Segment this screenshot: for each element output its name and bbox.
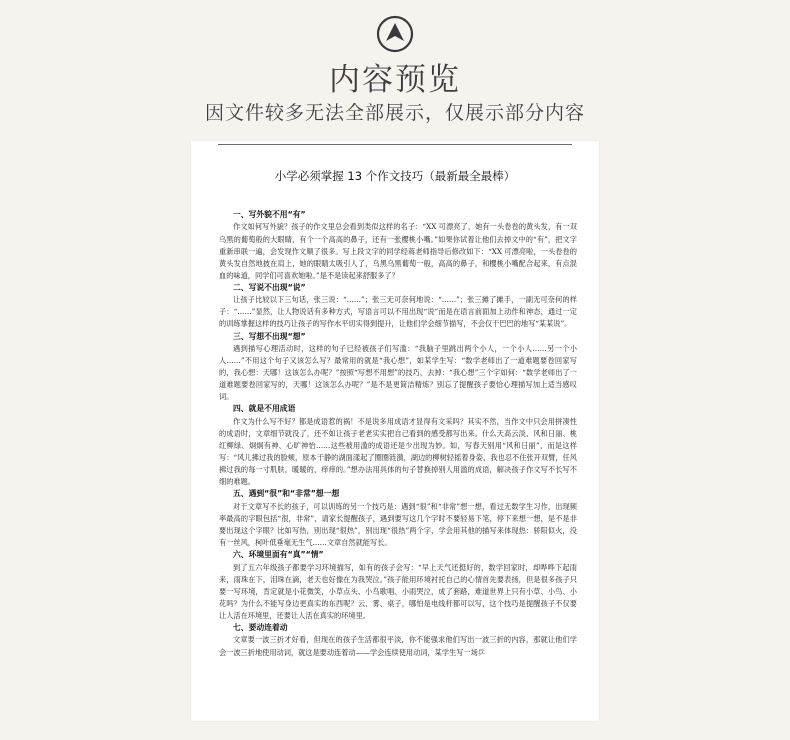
document-preview: [191, 141, 599, 721]
section-text: 让孩子比较以下三句话，张三说：“……”；张三无可奈何地说：“……”；张三摊了摊手，一副无可奈何的样子：“……”显然，让人物说话有多种方式，写语言可以不用出现“说”而是在语言前面加上动作和神态，通过一定的训练掌握这样的技巧让孩子的写作水平切实得到提升，让他们学会细节描写，不会仅干巴巴的地写“某某说”。: [219, 295, 577, 329]
section-heading: 七、要动连着动: [233, 623, 288, 633]
page-subtitle: 因文件较多无法全部展示，仅展示部分内容: [204, 102, 585, 124]
section-heading: 二、写说不出现“说”: [233, 282, 306, 292]
document-body: [219, 209, 577, 659]
section-text: 作文为什么写不好？都是成语惹的祸！不是说多用成语才显得有文采吗？其实不然，当作文中只会用拼凑性的成语时，文章细节就没了，还不如让孩子老老实实把自己看到的感受都写出来。什么天高云淡、风和日丽、桃红柳绿、炯炯有神、心旷神怡……这些被用滥的成语还是少出现为妙。如，写春天别用“风和日丽”，而是这样写：“风儿拂过我的脸颊，原本干静的湖面漾起了圈圈涟漪，湖边的柳树轻摇着身姿，我也忍不住张开双臂，任风拂过我的每一寸肌肤，暖暖的，痒痒的。”想办法用具体的句子替换掉别人用滥的成语，解决孩子作文写不长写不细的难题。: [219, 416, 577, 487]
circle-arrow-up-icon: [375, 14, 415, 54]
section-heading: 六、环境里面有“真”“情”: [233, 550, 324, 560]
section-text: 文章要一波三折才好看，但现在的孩子生活都很平淡，你不能强求他们写出一波三折的内容，那就让他们学会一波三折地使用动词，就这是要动连着动——学会连续使用动词，某学生写一场乒: [219, 635, 577, 657]
section-heading: 四、就是不用成语: [233, 404, 296, 414]
section-heading: 三、写想不出现“想”: [233, 331, 306, 341]
section-text: 到了五六年级孩子都要学习环境描写，如有的孩子会写：“早上天气还挺好的，数学回家时，却哗哗下起雨来，雨珠在下，泪珠在滴，老天也好像在为我哭泣。”孩子能用环境衬托自己的心情首先要表扬，但是很多孩子只要一写环境，肯定就是小花微笑，小草点头、小鸟歌唱、小雨哭泣，成了套路，难道世界上只有小草、小鸟、小花吗？为什么不能写身边更真实的东西呢？云、雾、桌子，哪怕是电线杆都可以写，这个技巧是提醒孩子不仅要让人活在环境里，还要让人活在真实的环境里。: [219, 562, 577, 620]
section-text: 遇到描写心理活动时，这样的句子已经被孩子们写滥：“我脑子里跳出两个小人，一个小人……另一个小人……”不用这个句子又该怎么写？最常用的就是“我心想”，如某学生写：“数学老师出了一道难题要卷回家写的，我心想：天哪！这该怎么办呢？”按照“写想不用想”的技巧，去掉：“我心想”三个字如何：“数学老师出了一道难题要卷回家写的，天哪！这该怎么办呢？”是不是更简洁精炼？别忘了提醒孩子要恰心理描写加上适当感叹词。: [219, 343, 577, 402]
divider-line: [218, 144, 572, 145]
document-title: 小学必须掌握 13 个作文技巧（最新最全最棒）: [274, 169, 516, 183]
section-text: 对于文章写不长的孩子，可以训练的另一个技巧是：遇到“很”和“非常”想一想，看过无数学生习作，出现频率最高的字眼包括“很，非常”，请家长提醒孩子，遇到要写这几个字时不要轻易下笔，停下来想一想，是不是非要出现这个字眼？比如写热，别出现“很热”，别出现“很热”两个字，学会用其他的描写来体现热：骄阳似火，没有一丝风，柯叶低垂毫无生气……文章自然就能写长。: [219, 501, 577, 548]
section-heading: 五、遇到“很”和“非常”想一想: [233, 489, 340, 499]
page-title: 内容预览: [329, 62, 461, 98]
logo: [375, 14, 415, 54]
section-text: 作文如何写外貌？孩子的作文里总会看到类似这样的名子：“XX 可漂亮了，她有一头卷卷的黄头发，有一双乌黑的葡萄般的大眼睛，有个一个高高的鼻子，还有一张樱桃小嘴。”如果你试着让他们去掉文中的“有”，把文字重新串联一遍，会发现作文顺了很多。写上段文字的同学经蒋老师指导后修改如下：“XX 可漂亮啦，一头卷卷的黄头发自然地披在肩上，她的眼睛太吸引人了，乌黑乌黑葡萄一般，高高的鼻子，和樱桃小嘴配合起来，有点混血的味道，同学们可喜欢她啦。”是不是读起来舒服多了？: [219, 222, 577, 280]
section-heading: 一、写外貌不用“有”: [233, 210, 306, 219]
